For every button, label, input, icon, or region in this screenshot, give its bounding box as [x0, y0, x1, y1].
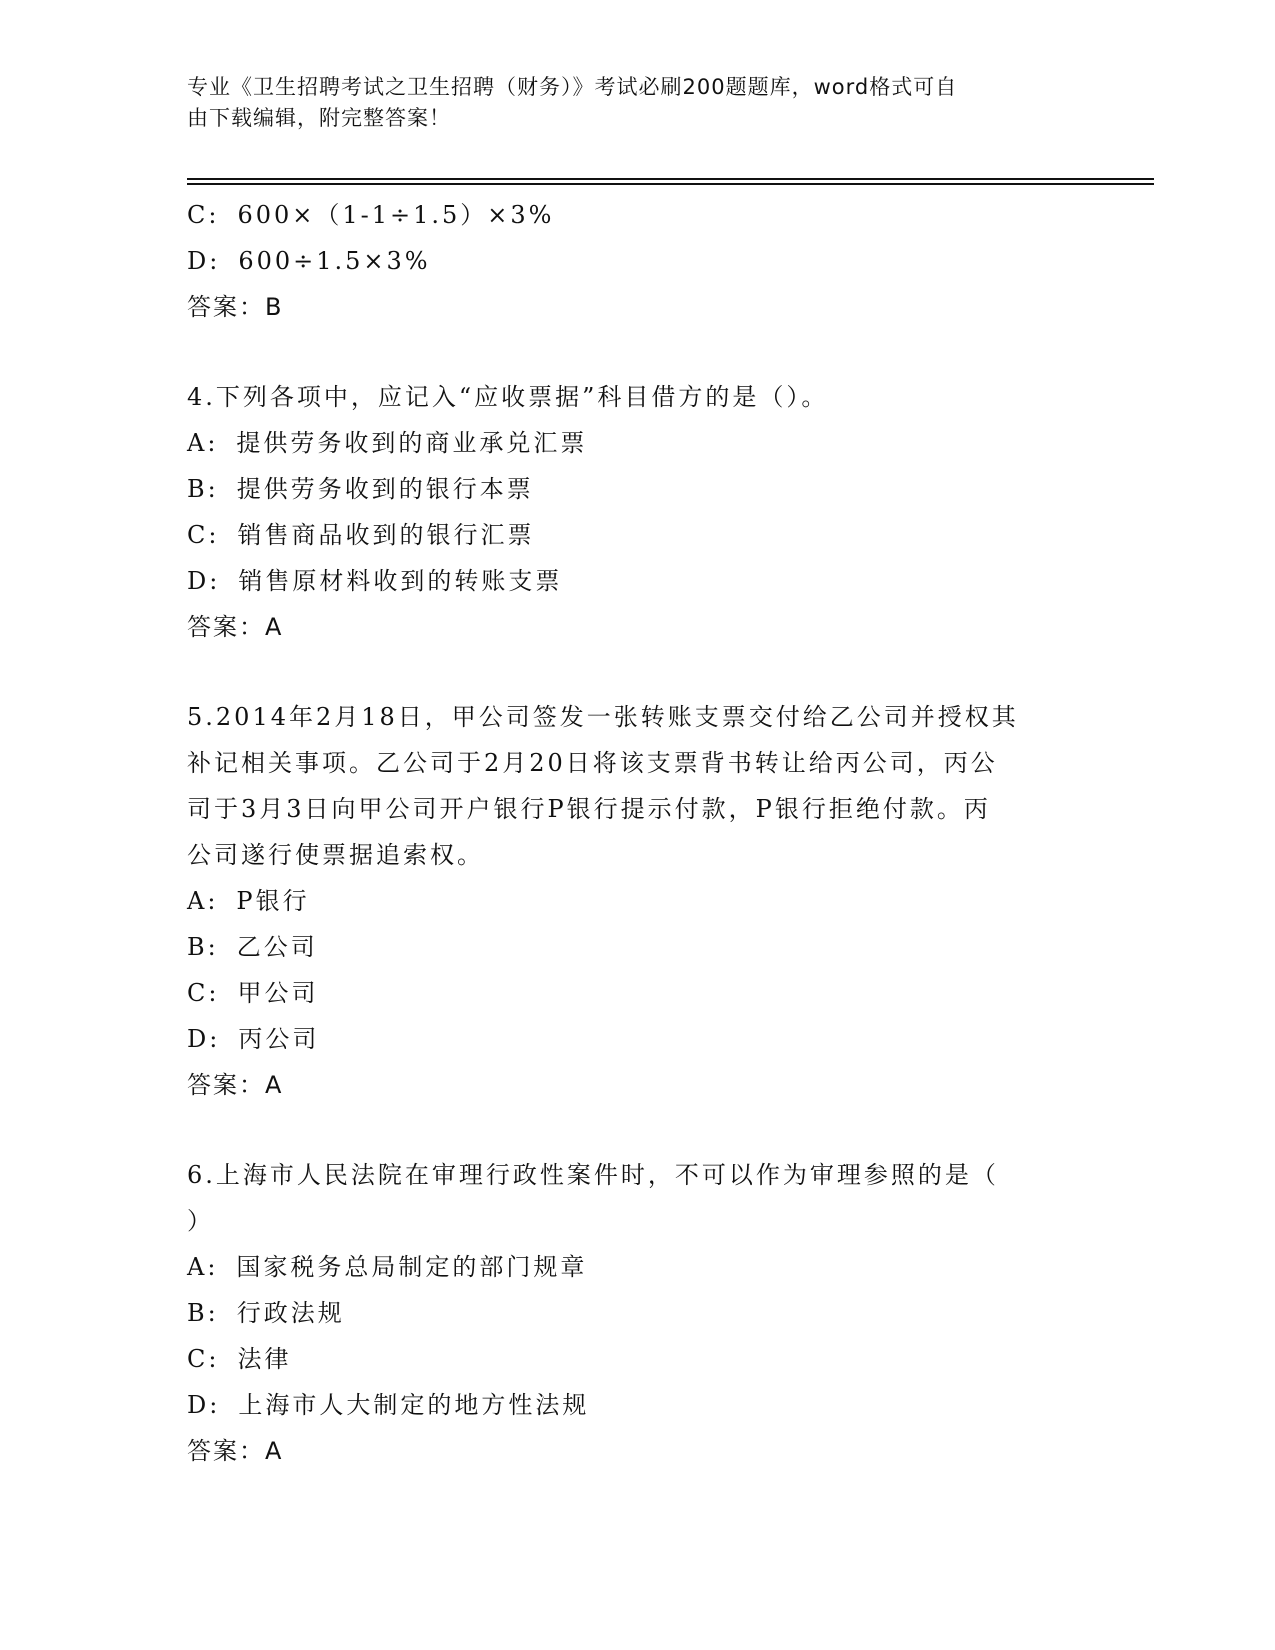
- option-key: A:: [187, 429, 219, 457]
- option-a: [187, 1244, 1087, 1290]
- option-a: [187, 420, 1087, 466]
- option-text: 销售原材料收到的转账支票: [238, 567, 563, 595]
- stem-line: 4.下列各项中，应记入“应收票据”科目借方的是（）。: [187, 383, 829, 411]
- option-key: C:: [187, 1345, 220, 1373]
- question-stem: [187, 374, 1077, 420]
- header-divider-top: [187, 178, 1154, 180]
- option-text: 提供劳务收到的银行本票: [236, 475, 534, 503]
- stem-line: ）: [187, 1207, 214, 1235]
- option-text: 法律: [237, 1345, 292, 1373]
- stem-line: 司于3月3日向甲公司开户银行P银行提示付款，P银行拒绝付款。丙: [187, 795, 991, 823]
- option-c: [187, 512, 1087, 558]
- header-line-2: 由下载编辑，附完整答案！: [187, 106, 451, 130]
- document-header: [187, 72, 1077, 134]
- question-stem: [187, 1152, 1077, 1244]
- option-key: A:: [187, 887, 219, 915]
- answer-line: 答案：A: [187, 1071, 284, 1099]
- option-text: 600×（1-1÷1.5）×3%: [237, 201, 555, 229]
- option-text: P银行: [236, 887, 310, 915]
- question-stem: [187, 694, 1077, 878]
- stem-line: 补记相关事项。乙公司于2月20日将该支票背书转让给丙公司，丙公: [187, 749, 998, 777]
- header-line-1: 专业《卫生招聘考试之卫生招聘（财务）》考试必刷200题题库，word格式可自: [187, 75, 958, 99]
- option-key: D:: [187, 1391, 221, 1419]
- option-b: [187, 1290, 1087, 1336]
- option-key: D:: [187, 567, 221, 595]
- option-text: 行政法规: [236, 1299, 345, 1327]
- option-a: [187, 878, 1087, 924]
- option-b: [187, 466, 1087, 512]
- option-d: [187, 238, 1087, 284]
- option-key: C:: [187, 979, 220, 1007]
- question-6: [187, 1152, 1087, 1474]
- stem-line: 公司遂行使票据追索权。: [187, 841, 484, 869]
- answer-line: 答案：A: [187, 613, 284, 641]
- option-key: D:: [187, 247, 221, 275]
- option-text: 国家税务总局制定的部门规章: [236, 1253, 588, 1281]
- option-text: 销售商品收到的银行汇票: [237, 521, 535, 549]
- option-text: 提供劳务收到的商业承兑汇票: [236, 429, 588, 457]
- option-key: A:: [187, 1253, 219, 1281]
- option-b: [187, 924, 1087, 970]
- option-c: [187, 1336, 1087, 1382]
- option-c: [187, 970, 1087, 1016]
- option-d: [187, 558, 1087, 604]
- option-text: 乙公司: [236, 933, 318, 961]
- answer-line: 答案：B: [187, 293, 284, 321]
- question-4: [187, 374, 1087, 650]
- answer-line: 答案：A: [187, 1437, 284, 1465]
- option-key: C:: [187, 201, 220, 229]
- option-d: [187, 1016, 1087, 1062]
- stem-line: 6.上海市人民法院在审理行政性案件时，不可以作为审理参照的是（: [187, 1161, 999, 1189]
- option-key: B:: [187, 933, 219, 961]
- option-d: [187, 1382, 1087, 1428]
- question-list: [187, 192, 1087, 1474]
- stem-line: 5.2014年2月18日，甲公司签发一张转账支票交付给乙公司并授权其: [187, 703, 1019, 731]
- header-divider-bottom: [187, 183, 1154, 185]
- option-key: D:: [187, 1025, 221, 1053]
- option-key: C:: [187, 521, 220, 549]
- option-key: B:: [187, 475, 219, 503]
- question-5: [187, 694, 1087, 1108]
- option-text: 丙公司: [238, 1025, 320, 1053]
- option-text: 600÷1.5×3%: [238, 247, 431, 275]
- option-key: B:: [187, 1299, 219, 1327]
- option-text: 甲公司: [237, 979, 319, 1007]
- option-text: 上海市人大制定的地方性法规: [238, 1391, 590, 1419]
- option-c: [187, 192, 1087, 238]
- question-3-continued: [187, 192, 1087, 330]
